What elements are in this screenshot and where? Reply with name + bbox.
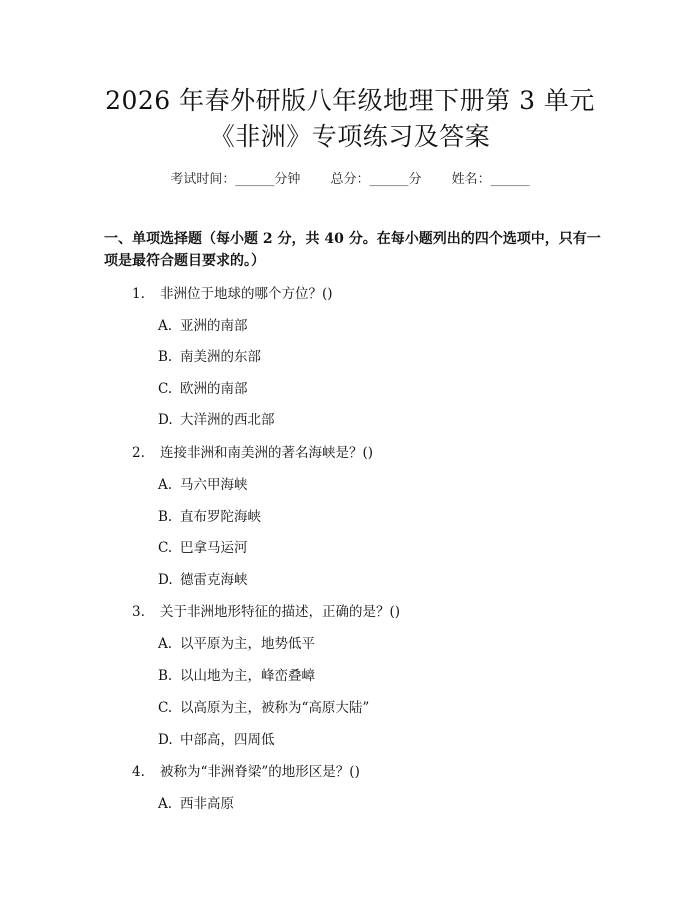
option-letter: A. (158, 477, 173, 493)
option-text: 德雷克海峡 (180, 572, 248, 588)
question-number: 1. (132, 286, 145, 302)
option-text: 巴拿马运河 (180, 540, 248, 556)
question-1-option-d (158, 408, 275, 428)
question-1-option-c (158, 377, 248, 397)
option-letter: C. (158, 700, 173, 716)
question-text: 被称为“非洲脊梁”的地形区是？() (160, 764, 360, 780)
exam-info (0, 168, 700, 187)
question-number: 3. (132, 604, 145, 620)
option-letter: C. (158, 381, 173, 397)
document-title-line2: 《非洲》专项练习及答案 (209, 122, 491, 151)
option-letter: B. (158, 509, 173, 525)
option-letter: A. (158, 318, 173, 334)
option-letter: D. (158, 572, 173, 588)
option-letter: A. (158, 796, 173, 812)
question-2-option-b (158, 505, 261, 525)
question-3-option-d (158, 728, 275, 748)
option-text: 以高原为主，被称为“高原大陆” (180, 700, 370, 716)
question-2-option-c (158, 536, 248, 556)
option-letter: B. (158, 349, 173, 365)
question-4-option-a (158, 792, 234, 812)
question-2-option-a (158, 473, 248, 493)
question-number: 4. (132, 764, 145, 780)
section-heading-single-choice: 一、单项选择题（每小题 2 分，共 40 分。在每小题列出的四个选项中，只有一项是最符合题目要求的。） (104, 231, 601, 269)
total-score-field: 总分：______分 (330, 172, 422, 187)
document-title-line1: 2026 年春外研版八年级地理下册第 3 单元 (105, 86, 595, 115)
question-1-option-b (158, 345, 261, 365)
exam-time-field: 考试时间：______分钟 (170, 172, 301, 187)
question-1-option-a (158, 314, 248, 334)
question-3 (132, 600, 400, 620)
question-4 (132, 760, 360, 780)
question-2 (132, 441, 373, 461)
option-text: 以山地为主，峰峦叠嶂 (180, 668, 315, 684)
option-text: 马六甲海峡 (180, 477, 248, 493)
question-3-option-b (158, 664, 315, 684)
option-text: 亚洲的南部 (180, 318, 248, 334)
student-name-field: 姓名：______ (451, 172, 530, 187)
question-number: 2. (132, 445, 145, 461)
option-text: 西非高原 (180, 796, 234, 812)
option-text: 大洋洲的西北部 (180, 412, 275, 428)
option-letter: B. (158, 668, 173, 684)
option-letter: D. (158, 732, 173, 748)
question-3-option-a (158, 632, 315, 652)
option-letter: C. (158, 540, 173, 556)
option-text: 以平原为主，地势低平 (180, 636, 315, 652)
option-text: 南美洲的东部 (180, 349, 261, 365)
question-text: 关于非洲地形特征的描述，正确的是？() (160, 604, 401, 620)
option-text: 欧洲的南部 (180, 381, 248, 397)
question-text: 连接非洲和南美洲的著名海峡是？() (160, 445, 374, 461)
question-2-option-d (158, 568, 248, 588)
option-text: 中部高，四周低 (180, 732, 275, 748)
option-text: 直布罗陀海峡 (180, 509, 261, 525)
option-letter: A. (158, 636, 173, 652)
option-letter: D. (158, 412, 173, 428)
question-text: 非洲位于地球的哪个方位？() (160, 286, 333, 302)
question-1 (132, 282, 333, 302)
question-3-option-c (158, 696, 369, 716)
